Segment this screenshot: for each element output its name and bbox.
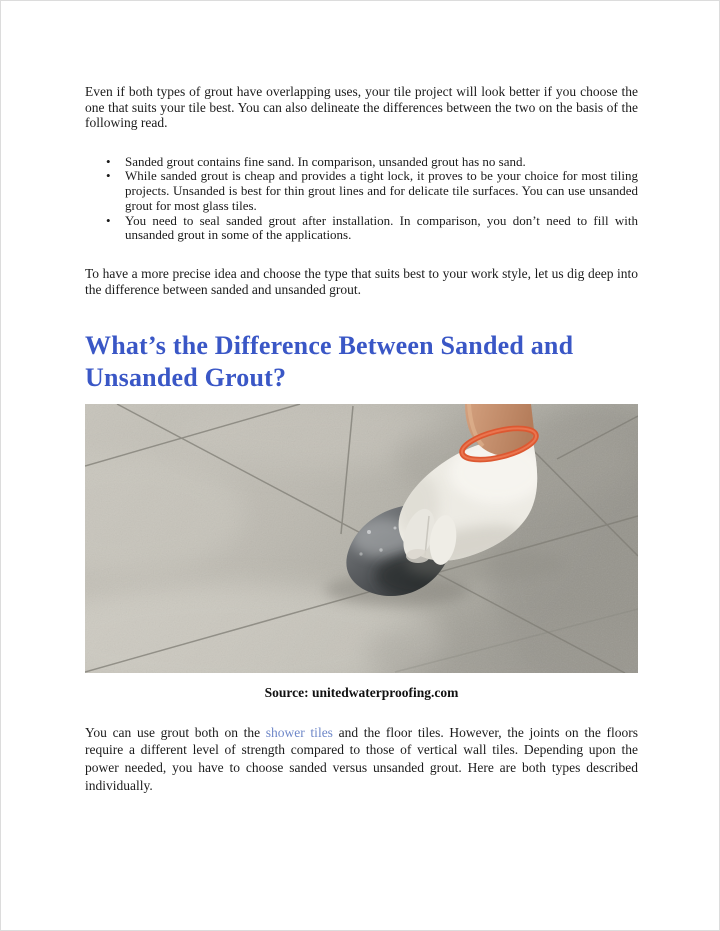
list-item-text: You need to seal sanded grout after installation. In comparison, you don’t need to fill with unsanded grout in some of the applications. <box>125 212 638 243</box>
closing-paragraph <box>85 724 638 794</box>
list-item <box>106 169 638 213</box>
intro-paragraph: Even if both types of grout have overlapping uses, your tile project will look better if you choose the one that suits your tile best. You can also delineate the differences between the two on the basis of the following read. <box>85 84 638 130</box>
list-item-text: Sanded grout contains fine sand. In comparison, unsanded grout has no sand. <box>125 153 526 169</box>
bullet-icon: • <box>106 212 111 228</box>
article-content <box>85 84 638 794</box>
closing-paragraph-end: and the floor tiles. However, the joints on the floors require a different level of strength compared to those of vertical wall tiles. Depending upon the power needed, you have to choose sanded versus unsanded grout. Here are both types described individually. <box>85 724 638 793</box>
list-item <box>106 155 638 170</box>
bullet-list <box>85 155 638 244</box>
list-item <box>106 214 638 244</box>
bullet-icon: • <box>106 153 111 169</box>
image-caption: Source: unitedwaterproofing.com <box>264 684 459 700</box>
grouting-tiles-photo <box>85 404 638 673</box>
list-item-text: While sanded grout is cheap and provides a tight lock, it proves to be your choice for most tiling projects. Unsanded is best for thin grout lines and for delicate tile surfaces. You can use unsanded grout for most glass tiles. <box>125 168 638 213</box>
section-heading: What’s the Difference Between Sanded and Unsanded Grout? <box>85 330 574 392</box>
bullet-icon: • <box>106 168 111 184</box>
closing-paragraph-start: You can use grout both on the <box>85 724 266 740</box>
transition-paragraph: To have a more precise idea and choose the type that suits best to your work style, let us dig deep into the difference between sanded and unsanded grout. <box>85 266 638 298</box>
shower-tiles-link[interactable]: shower tiles <box>265 724 333 740</box>
article-figure <box>85 404 638 673</box>
